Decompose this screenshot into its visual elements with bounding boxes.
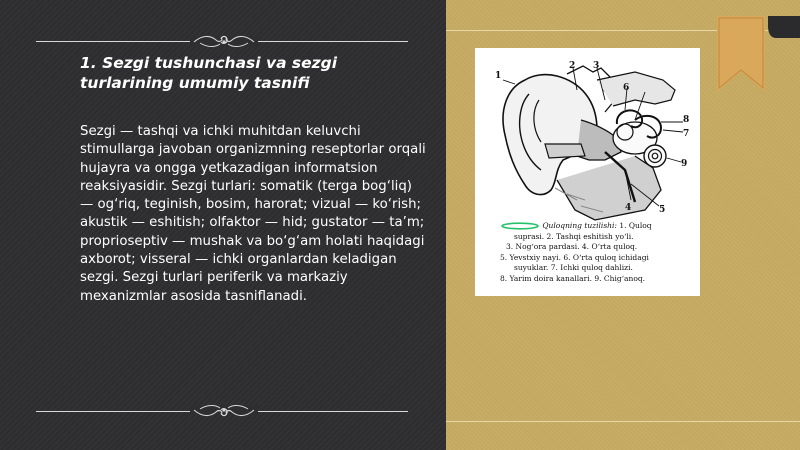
bookmark-fold-icon xyxy=(768,16,800,38)
top-flourish-icon xyxy=(190,31,258,53)
ear-label-7: 7 xyxy=(683,129,690,139)
ear-label-5: 5 xyxy=(659,205,666,215)
slide-title: 1. Sezgi tushunchasi va sezgi turlarining umumiy tasnifi xyxy=(80,54,338,92)
ear-label-4: 4 xyxy=(625,203,632,213)
figure-caption xyxy=(500,221,695,284)
caption-line-2: suprasi. 2. Tashqi eshitish yo‘li. xyxy=(514,231,634,241)
ear-label-6: 6 xyxy=(623,83,630,93)
green-underline-mark xyxy=(500,222,540,230)
bottom-flourish-icon xyxy=(190,399,258,421)
ear-label-1: 1 xyxy=(495,71,502,81)
caption-line-1: 1. Quloq xyxy=(619,221,652,230)
caption-line-3: 3. Nog‘ora pardasi. 4. O‘rta quloq. xyxy=(506,242,638,251)
ear-label-2: 2 xyxy=(569,61,576,71)
caption-title: Quloqning tuzilishi: xyxy=(542,221,617,230)
caption-line-5: suyuklar. 7. Ichki quloq dahlizi. xyxy=(514,263,633,272)
bookmark-ribbon-icon xyxy=(717,16,765,92)
caption-line-6: 8. Yarim doira kanallari. 9. Chig‘anoq. xyxy=(500,273,646,283)
ear-label-9: 9 xyxy=(681,159,688,169)
slide-body-text: Sezgi — tashqi va ichki muhitdan keluvchi stimullarga javoban organizmning reseptorlar orqali hujayra va ongga yetkazadigan informatsion reaksiyasidir. Sezgi turlari: somatik (terga bog‘liq) — og‘riq, teginish, bosim, harorat; vizual — ko‘rish; akustik — eshitish; olfaktor — hid; gustator — ta’m; proprioseptiv — mushak va bo‘g‘am holati haqidagi axborot; visseral — ichki organlardan keladigan sezgi. Sezgi turlari periferik va markaziy mexanizmlar asosida tasniflanadi. xyxy=(80,124,426,304)
bottom-gold-rule xyxy=(446,421,800,422)
ear-label-8: 8 xyxy=(683,115,690,125)
caption-line-4: 5. Yevstxiy nayi. 6. O‘rta quloq ichidagi xyxy=(500,252,649,262)
ear-figure xyxy=(475,48,700,296)
ear-label-3: 3 xyxy=(593,61,600,71)
